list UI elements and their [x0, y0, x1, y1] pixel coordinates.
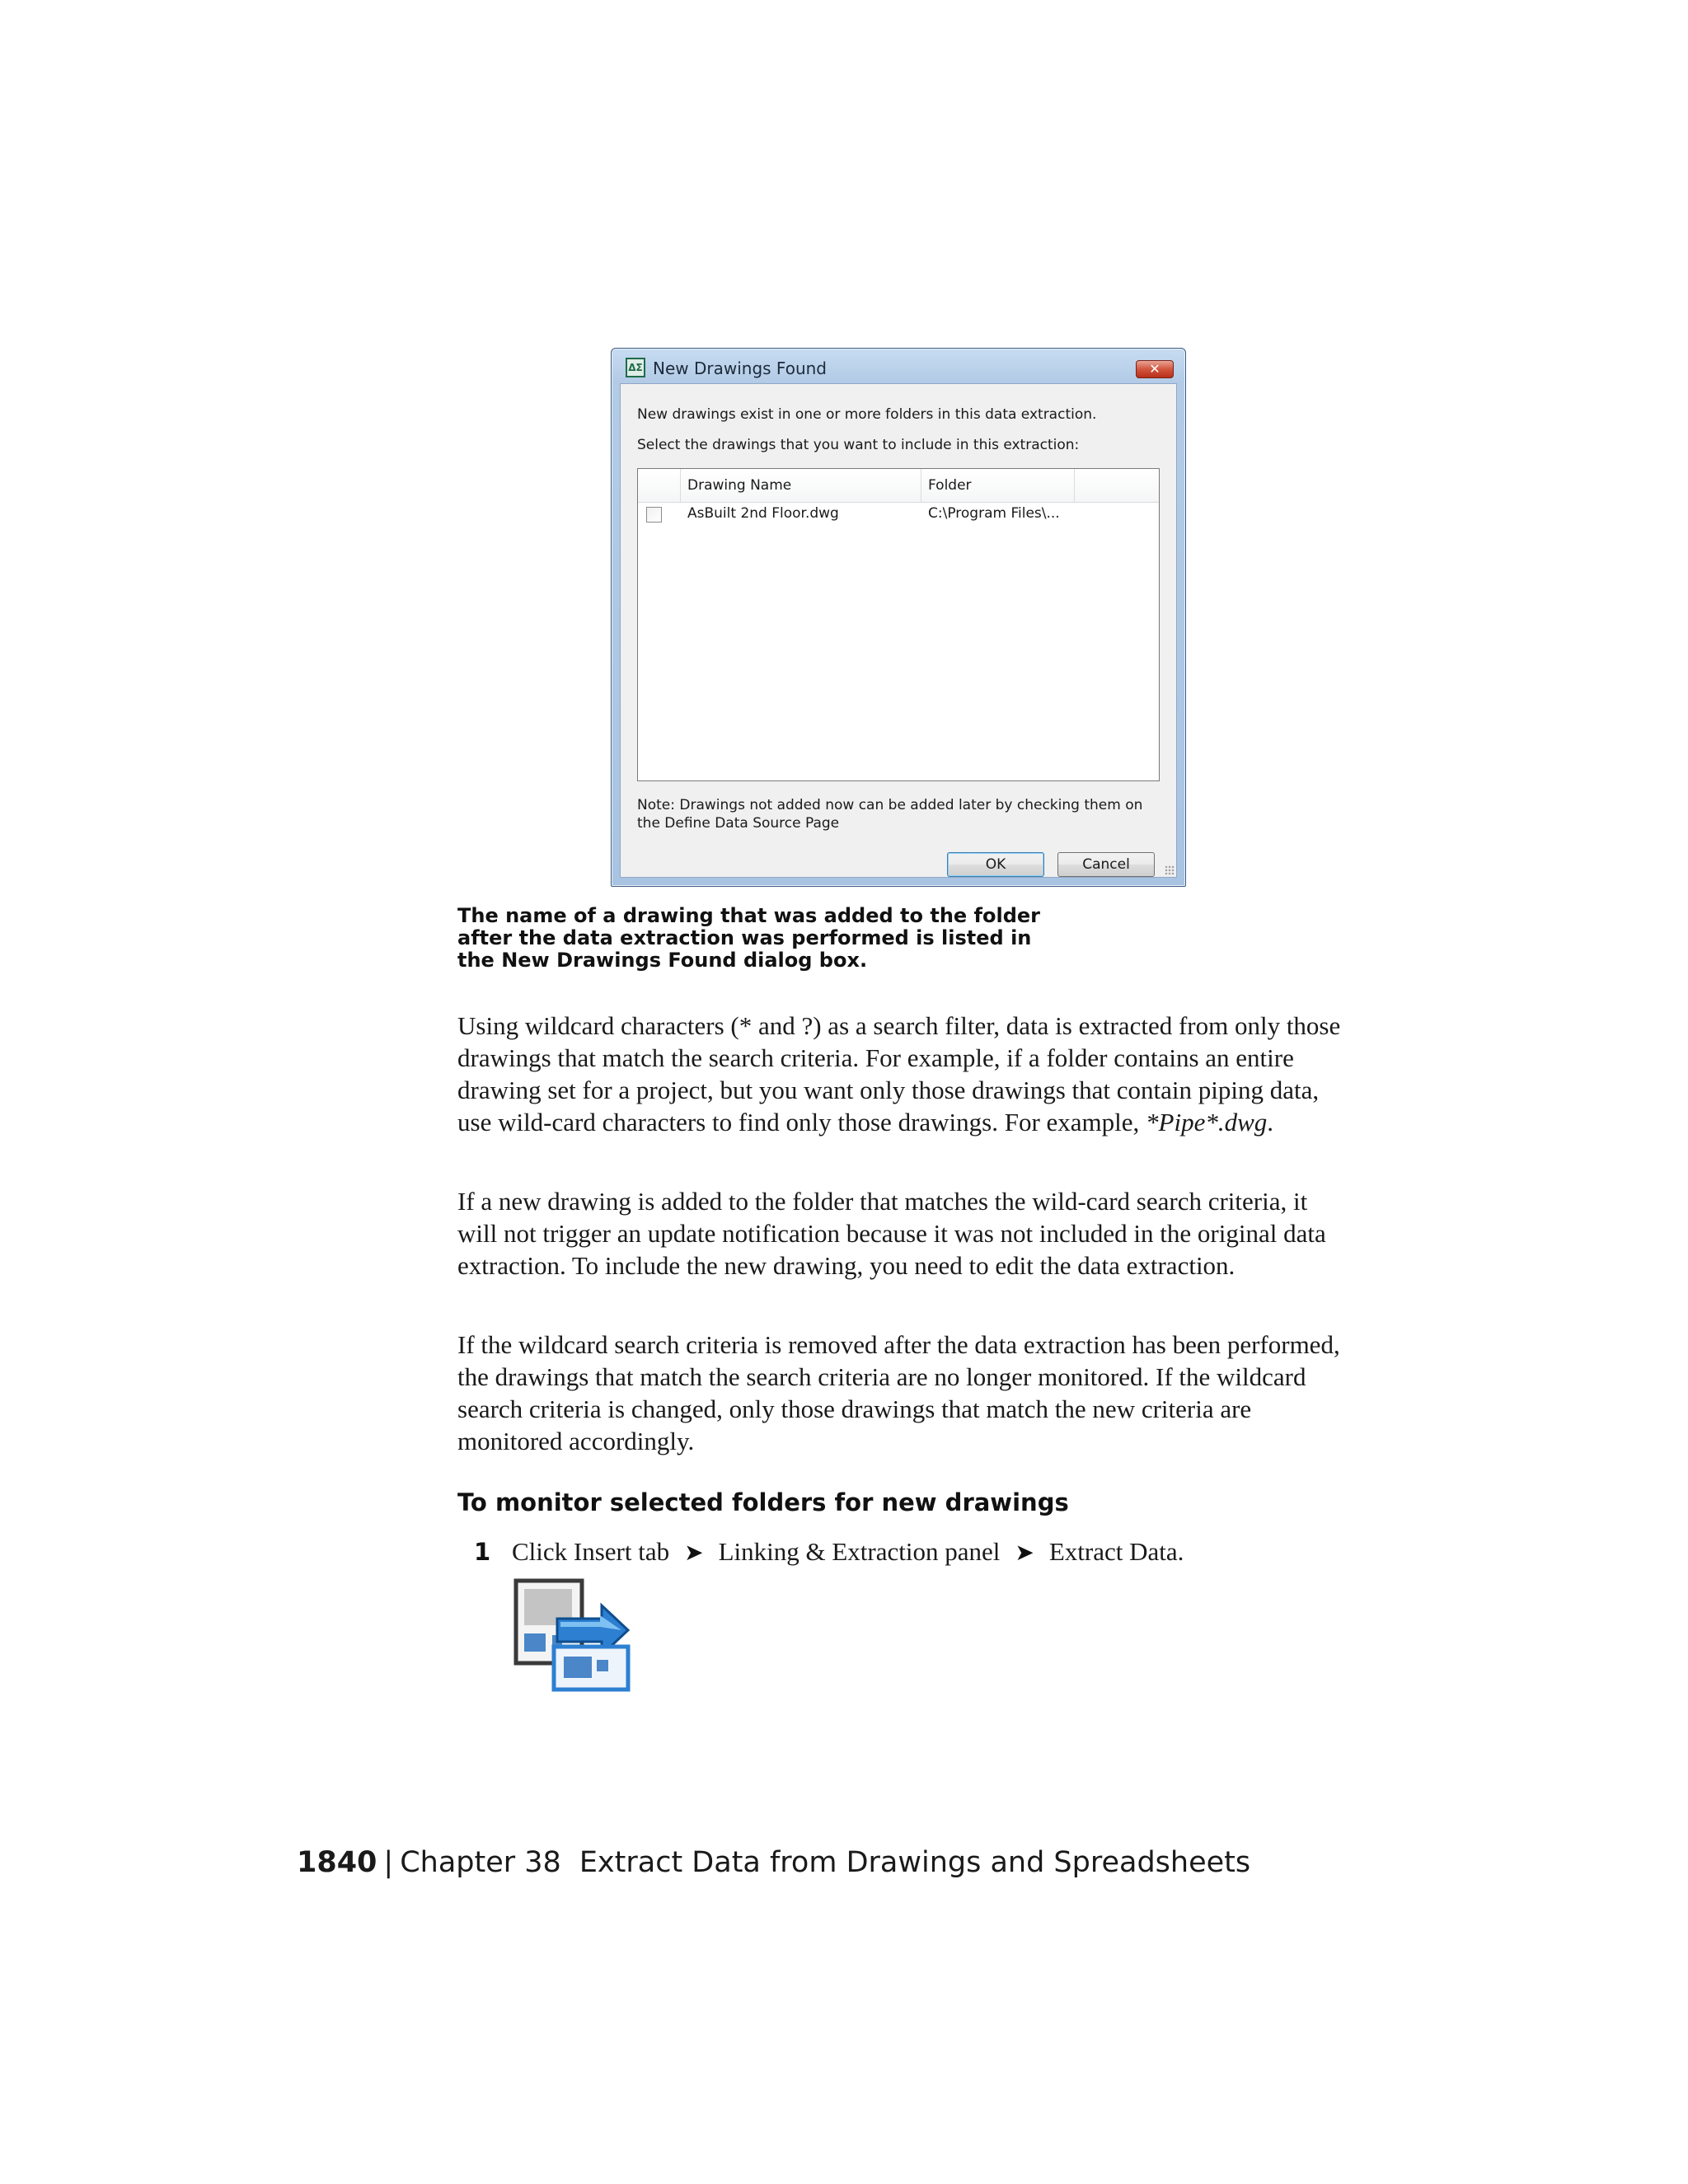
- step-text-panel: Linking & Extraction panel: [718, 1537, 1001, 1566]
- dialog-instruction: Select the drawings that you want to include in this extraction:: [637, 437, 1080, 453]
- list-header: [638, 469, 1159, 503]
- procedure-step: [474, 1537, 1184, 1567]
- paragraph-criteria-removed: If the wildcard search criteria is removed after the data extraction has been performed, the drawings that match the search criteria are no longer monitored. If the wildcard search criteria is changed, only those drawings that match the new criteria are monitored accordingly.: [457, 1330, 1340, 1455]
- new-drawings-found-dialog: [611, 348, 1186, 887]
- chapter-label: Chapter 38: [400, 1846, 561, 1879]
- procedure-heading: To monitor selected folders for new drawings: [457, 1488, 1069, 1516]
- footer-separator: |: [383, 1846, 394, 1879]
- drawing-checkbox[interactable]: [646, 507, 662, 523]
- drawing-name-cell: AsBuilt 2nd Floor.dwg: [687, 505, 839, 522]
- step-text-insert-tab: Click Insert tab: [512, 1537, 670, 1566]
- close-button[interactable]: ✕: [1136, 360, 1174, 378]
- wildcard-example: *Pipe*.dwg: [1146, 1108, 1268, 1137]
- drawings-list[interactable]: [637, 468, 1160, 781]
- app-icon: ΔΣ: [626, 358, 645, 377]
- step-text-command: Extract Data.: [1048, 1537, 1184, 1566]
- column-header-drawing-name[interactable]: Drawing Name: [681, 469, 921, 502]
- list-item[interactable]: [638, 504, 1159, 528]
- column-header-folder[interactable]: Folder: [921, 469, 1075, 502]
- page-footer: [297, 1846, 1250, 1879]
- step-number: 1: [474, 1538, 491, 1566]
- dialog-note: Note: Drawings not added now can be added later by checking them on the Define Data Source Page: [637, 797, 1143, 832]
- column-header-check[interactable]: [638, 469, 681, 502]
- extract-data-icon: [511, 1576, 635, 1695]
- chapter-title: Extract Data from Drawings and Spreadsheets: [579, 1846, 1251, 1879]
- dialog-message: New drawings exist in one or more folders in this data extraction.: [637, 406, 1097, 423]
- dialog-title: New Drawings Found: [653, 359, 827, 378]
- cancel-button[interactable]: Cancel: [1057, 852, 1155, 877]
- figure-caption: The name of a drawing that was added to the folder after the data extraction was performed is listed in the New Drawings Found dialog box.: [457, 904, 1040, 972]
- dialog-titlebar: [612, 349, 1185, 382]
- menu-arrow-icon: ➤: [1015, 1539, 1034, 1566]
- resize-grip-icon[interactable]: [1165, 865, 1175, 875]
- menu-arrow-icon: ➤: [684, 1539, 704, 1566]
- folder-cell: C:\Program Files\...: [928, 505, 1060, 522]
- dialog-client-area: [620, 383, 1177, 878]
- page-number: 1840: [297, 1846, 377, 1879]
- paragraph-wildcards-text: Using wildcard characters (* and ?) as a search filter, data is extracted from only those drawings that match the search criteria. For example, if a folder contains an entire drawing set for a project, but you want only those drawings that contain piping data, use wild-card characters to find only those drawings. For example,: [457, 1011, 1341, 1137]
- paragraph-wildcards-end: .: [1267, 1108, 1274, 1137]
- ok-button[interactable]: OK: [947, 852, 1044, 877]
- paragraph-new-drawing: If a new drawing is added to the folder that matches the wild-card search criteria, it will not trigger an update notification because it was not included in the original data extraction. To include the new drawing, you need to edit the data extraction.: [457, 1187, 1326, 1280]
- paragraph-wildcards: [457, 1010, 1348, 1138]
